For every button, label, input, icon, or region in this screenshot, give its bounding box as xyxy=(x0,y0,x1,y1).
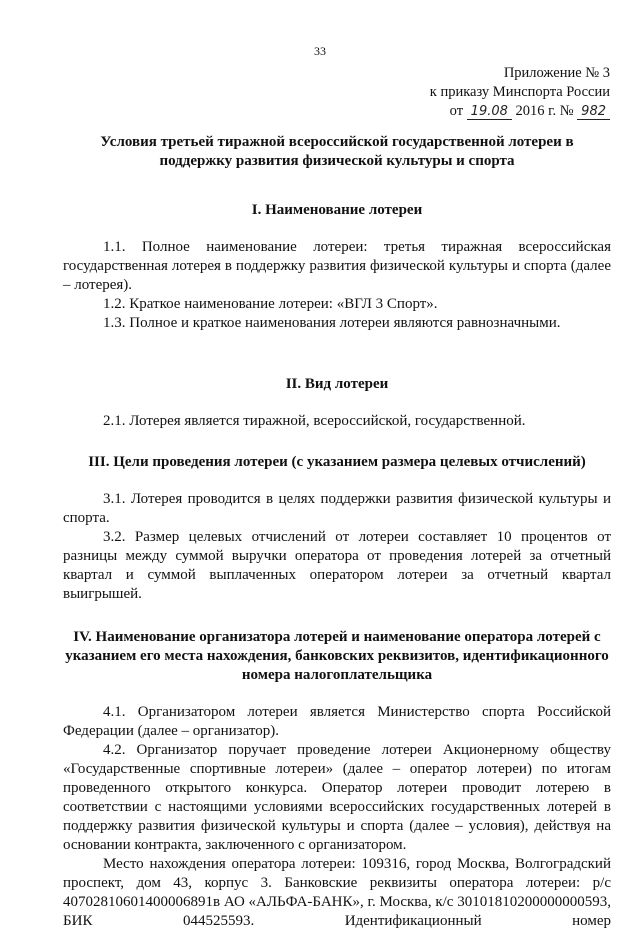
section-4-paragraph-1: 4.1. Организатором лотереи является Министерство спорта Российской Федерации (далее – организатор). xyxy=(63,704,611,739)
section-3-heading: III. Цели проведения лотереи (с указанием размера целевых отчислений) xyxy=(88,454,586,470)
section-1-paragraph-1: 1.1. Полное наименование лотереи: третья тиражная всероссийская государственная лотерея в поддержку развития физической культуры и спорта (далее – лотерея). xyxy=(63,239,611,293)
section-1-heading: I. Наименование лотереи xyxy=(251,202,423,218)
handwritten-date: 19.08 xyxy=(467,105,512,120)
section-3-paragraph-1: 3.1. Лотерея проводится в целях поддержки развития физической культуры и спорта. xyxy=(63,491,611,526)
section-4-paragraph-2: 4.2. Организатор поручает проведение лотереи Акционерному обществу «Государственные спортивные лотереи» (далее – оператор лотереи) по итогам проведенного открытого конкурса. Оператор лотереи проводит лотерею в соответствии с настоящими условиями всероссийских государственных лотерей в поддержку развития физической культуры и спорта (далее – условия), действуя на основании контракта, заключенного с организатором. xyxy=(63,742,611,853)
appendix-order-line xyxy=(380,102,610,121)
document-body xyxy=(63,133,611,931)
order-year: 2016 г. № xyxy=(515,103,574,119)
section-2-heading: II. Вид лотереи xyxy=(285,376,389,392)
appendix-block xyxy=(380,64,610,121)
page-number: 33 xyxy=(314,44,326,58)
order-prefix: от xyxy=(449,103,464,119)
section-1-paragraph-2: 1.2. Краткое наименование лотереи: «ВГЛ 3 Спорт». xyxy=(103,296,438,312)
section-4-heading: IV. Наименование организатора лотерей и наименование оператора лотерей с указанием его места нахождения, банковских реквизитов, идентификационного номера налогоплательщика xyxy=(65,629,609,683)
appendix-order-ref: к приказу Минспорта России xyxy=(429,84,610,100)
section-1-paragraph-3: 1.3. Полное и краткое наименования лотереи являются равнозначными. xyxy=(103,315,561,331)
section-2-paragraph-1: 2.1. Лотерея является тиражной, всероссийской, государственной. xyxy=(103,413,526,429)
appendix-label: Приложение № 3 xyxy=(503,65,610,81)
section-4-paragraph-3: Место нахождения оператора лотереи: 109316, город Москва, Волгоградский проспект, дом 43, корпус 3. Банковские реквизиты оператора лотереи: р/с 40702810601400006891в АО «АЛЬФА-БАНК», г. Москва, к/с 30101810200000000593, БИК 044525593. Идентификационный номер xyxy=(63,856,611,929)
handwritten-order-number: 982 xyxy=(577,105,610,120)
section-3-paragraph-2: 3.2. Размер целевых отчислений от лотереи составляет 10 процентов от разницы между суммой выручки оператора от проведения лотерей за отчетный квартал и суммой выплаченных оператором лотереи за отчетный квартал выигрышей. xyxy=(63,529,611,602)
document-title: Условия третьей тиражной всероссийской государственной лотереи в поддержку развития физической культуры и спорта xyxy=(100,134,574,169)
